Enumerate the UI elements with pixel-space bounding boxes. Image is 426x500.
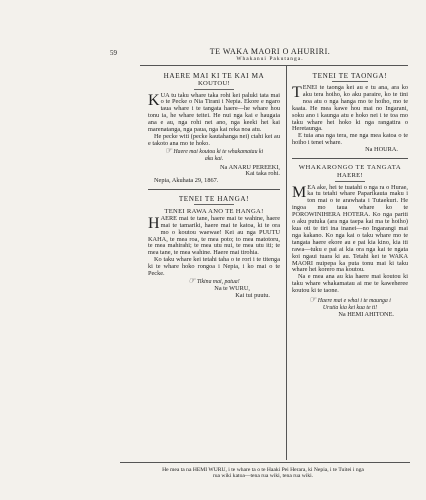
- newspaper-title: TE WAKA MAORI O AHURIRI.: [209, 47, 331, 56]
- hotel-body: MEA ake, hei te tuatahi o nga ra o Hurae, ka tu tetahi whare Paparikauta maku i ton mai o te arawhata i Tutaekuri. He ingoa mo taua whare ko te POROWINIHERA HOTERA. Ko nga pariti o aku putuka (ara nga taepa kai ma te hoiho) kua oti te tiri ina inanei—no Ingarangi mai nga kakano. Ko nga kai o taku whare mo te tangata haere ekore au e pai kia kino, kia iti rawa—tuku e pai ai kia ora nga kai te ngata koi ngaui tuara ki au. Tetahi kei te WAKA MAORI nuipepa ka puta tonu mai ki taku whare hei korero ma koutou.: [292, 183, 408, 274]
- boot-subheading: TENEI RAWA ANO TE HANGA!: [164, 208, 264, 216]
- heading-underline: [335, 181, 365, 182]
- imprint-footer: [120, 467, 406, 480]
- bakery-motto-1: ☞ Haere mai koutou ki te whakamatau ki: [164, 145, 264, 155]
- saddlery-signature: Na HOURA.: [365, 146, 398, 154]
- top-rule: [140, 65, 408, 66]
- heading-underline: [332, 81, 368, 82]
- running-header: [140, 48, 400, 62]
- heading-underline: [194, 204, 234, 205]
- hotel-heading: WHAKARONGO TE TANGATA: [298, 164, 402, 172]
- boot-body: HAERE mai te tane, haere mai te wahine, haere mai te tamariki, haere mai te katoa, ki te ora mo o koutou waewae! Kei au nga PUUTU KAHA, te mea roa, te mea poto; to mea matotoru, te mea mahirahi; te mea utu nui, te mea utu iti; te mea tane, te mea wahine. Haere mai tirohia.: [148, 214, 280, 257]
- saddlery-heading: TENEI TE TAONGA!: [312, 72, 388, 80]
- newspaper-subtitle: Whakanui Pakutanga.: [236, 56, 304, 62]
- boot-signature: Na te WURU,: [214, 284, 250, 292]
- saddlery-body-2: E tuia ana nga tera, me nga mea katoa o te hoiho i tenei whare.: [292, 132, 408, 147]
- pointing-hand-icon: ☞: [188, 275, 196, 285]
- pointing-hand-icon: ☞: [164, 145, 173, 155]
- bakery-subheading: KOUTOU!: [197, 80, 230, 87]
- right-column: [292, 72, 408, 319]
- bakery-heading: HAERE MAI KI TE KAI MA: [163, 72, 265, 80]
- bakery-date: Nepia, Akuhata 29, 1867.: [154, 177, 219, 185]
- imprint-line-2: rua wiki katoa—tena rua wiki, tena rua wiki.: [212, 473, 314, 480]
- saddlery-body: TENEI te taonga kei au e tu ana, ara ko aku tera hoiho, ko aku paraire, ko te tini noa atu o nga hanga mo te hoiho, mo te kaata. He mea kawe hou mai no Ingarani, soku ano i kaunga atu e hoko nei i te toa mo taku whare hei hoko ki nga rangatira o Heretaunga.: [292, 84, 408, 133]
- boot-body-2: Ko taku whare kei tetahi taha o te rori i te titenga ki te whare hoko rongoa i Nepia, i ko mai o te Pecke.: [148, 256, 280, 278]
- bakery-role: Kai taka rohi.: [245, 170, 280, 178]
- saddlery-advert: [292, 72, 408, 154]
- pointing-hand-icon: ☞: [309, 295, 317, 305]
- boot-heading: TENEI TE HANGA!: [178, 195, 250, 204]
- bakery-body-2: He pecke witi (pecke kautahanga nei) ctahi kei au e takoto ana mo te hoko.: [148, 132, 280, 147]
- page-number: 59: [110, 49, 117, 57]
- hotel-motto-2: Urutia kia kei kua te ti!: [322, 304, 378, 311]
- hotel-motto-1: ☞ Haere mai e whai i te maunga i: [309, 295, 391, 305]
- column-divider: [286, 65, 287, 460]
- heading-underline: [194, 89, 234, 90]
- bottom-rule: [120, 462, 410, 463]
- boot-advert: [148, 195, 280, 299]
- separator-rule: [292, 158, 408, 159]
- bakery-advert: [148, 72, 280, 185]
- left-column: [148, 72, 280, 300]
- separator-rule: [148, 189, 280, 190]
- hotel-advert: [292, 164, 408, 319]
- hotel-subheading: HAERE!: [337, 172, 363, 180]
- bakery-signature: Na ANARU PEREEKI,: [220, 163, 280, 171]
- imprint-line-1: He mea ta na HEMI WURU, i te whare ta o te Haaki Pei Herara, ki Nepia, i te Tuitei i nga: [162, 467, 364, 473]
- boot-motto: ☞ Tikina mai, patua!: [188, 275, 240, 285]
- bakery-body: KUA tu taku whare taka rohi kei paluki tata mai o te Pecke o Nia Tirani i Nepia. Ekore e ngaro taua whare i te tangata haere—he whare hou tonu ia, he whare teitei. He nui nga kai e haugaia ana e au, nga rohi nei ano, nga keeki hei kai marenatanga, nga paua, nga kai reka noa atu.: [148, 91, 280, 134]
- bakery-motto-2: aku kai.: [204, 155, 224, 162]
- hotel-signature: Na HEMI AHITONE.: [338, 310, 394, 318]
- boot-role: Kai tui puutu.: [235, 291, 270, 299]
- hotel-body-2: Na e mea ana au kia haere mai koutou ki taku whare whakamatau ai me te kaweheree koutou ki te taone.: [292, 273, 408, 295]
